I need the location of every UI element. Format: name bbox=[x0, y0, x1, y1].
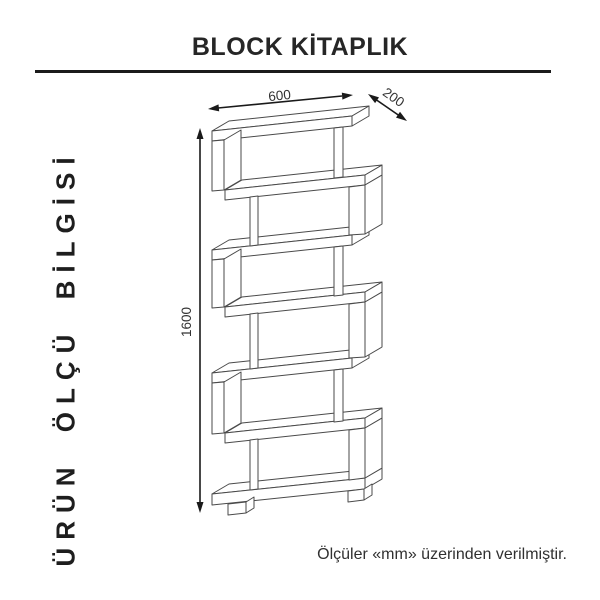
height-dimension bbox=[179, 128, 204, 513]
page-title: BLOCK KİTAPLIK bbox=[191, 33, 409, 61]
shelf-divider-right-3 bbox=[334, 369, 343, 422]
depth-dimension-label: 200 bbox=[380, 84, 408, 110]
shelf-divider-left-2 bbox=[250, 313, 258, 369]
height-dimension-label: 1600 bbox=[179, 306, 194, 338]
shelf-divider-right-2 bbox=[334, 246, 343, 296]
shelf-divider-right-1 bbox=[334, 127, 343, 178]
width-dimension bbox=[208, 87, 353, 111]
depth-dimension bbox=[368, 85, 407, 121]
shelf-divider-left-1 bbox=[250, 196, 258, 246]
vertical-info-label: ÜRÜN ÖLÇÜ BİLGİSİ bbox=[50, 149, 81, 567]
shelf-drawing bbox=[212, 106, 382, 515]
width-dimension-label: 600 bbox=[267, 86, 292, 105]
shelf-divider-left-3 bbox=[250, 439, 258, 490]
unit-note: Ölçüler «mm» üzerinden verilmiştir. bbox=[317, 546, 567, 563]
